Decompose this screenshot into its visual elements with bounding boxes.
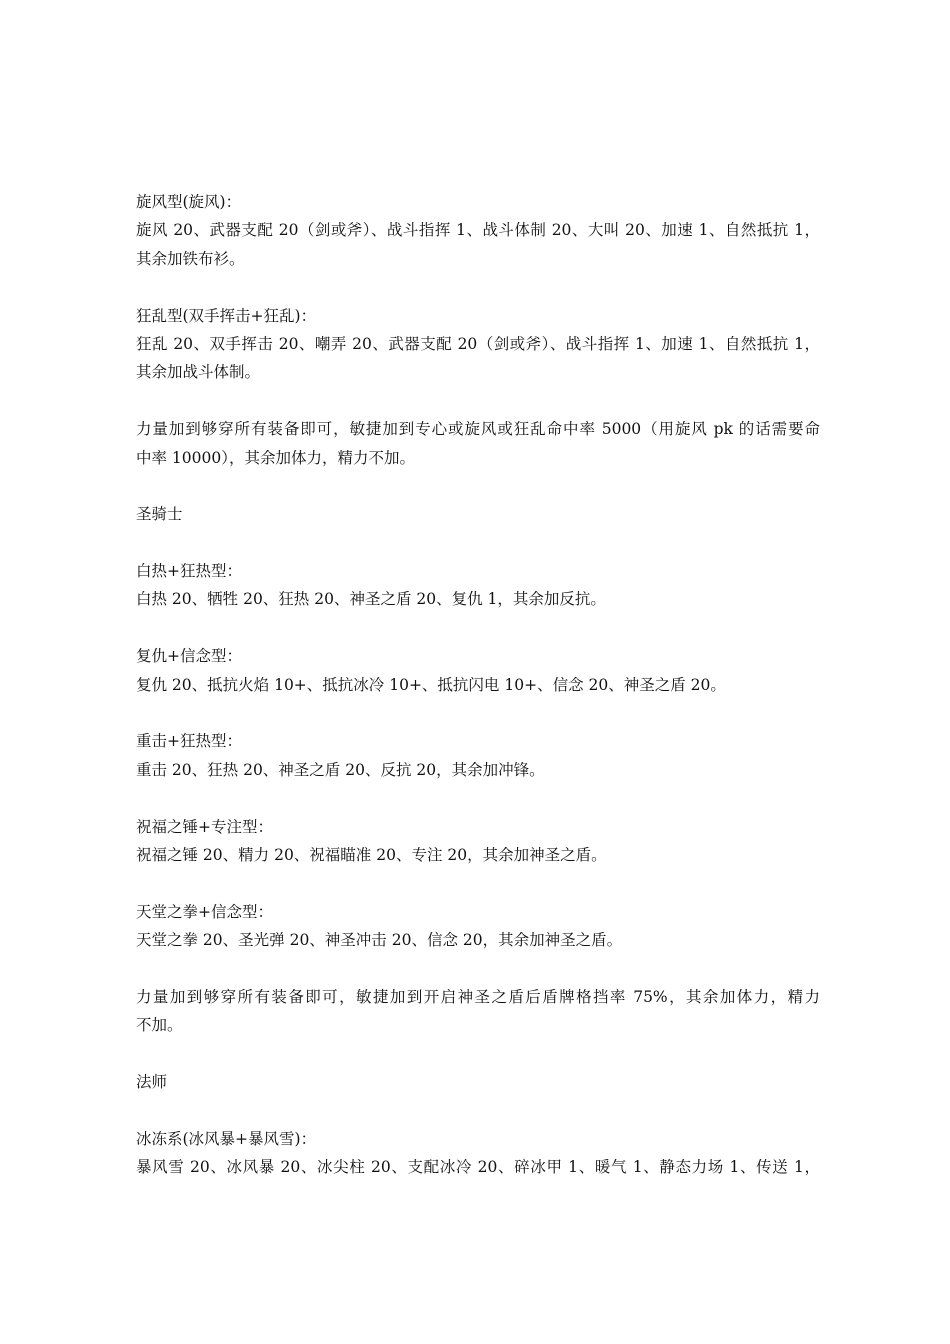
paragraph-line: 重击 20、狂热 20、神圣之盾 20、反抗 20，其余加冲锋。	[136, 760, 545, 779]
heading-cold-build: 冰冻系(冰风暴+暴风雪)：	[136, 1129, 317, 1148]
blank-line	[136, 699, 820, 727]
blank-line	[136, 529, 820, 557]
paragraph-line: 旋风 20、武器支配 20（剑或斧）、战斗指挥 1、战斗体制 20、大叫 20、加速 1、自然抵抗 1，	[136, 221, 820, 240]
paragraph-line: 中率 10000），其余加体力，精力不加。	[136, 448, 415, 467]
blank-line	[136, 869, 820, 897]
heading-smite-zeal-build: 重击+狂热型：	[136, 732, 242, 751]
blank-line	[136, 784, 820, 812]
blank-line	[136, 955, 820, 983]
section-heading-sorceress: 法师	[136, 1073, 168, 1092]
heading-vengeance-conviction-build: 复仇+信念型：	[136, 647, 242, 666]
paragraph-line: 复仇 20、抵抗火焰 10+、抵抗冰冷 10+、抵抗闪电 10+、信念 20、神圣之盾 20。	[136, 675, 726, 694]
heading-holy-fire-zeal-build: 白热+狂热型：	[136, 562, 242, 581]
paragraph-line: 不加。	[136, 1016, 183, 1035]
section-heading-paladin: 圣骑士	[136, 505, 183, 524]
blank-line	[136, 1040, 820, 1068]
document-body	[136, 188, 820, 1182]
heading-fist-of-heavens-build: 天堂之拳+信念型：	[136, 902, 273, 921]
heading-blessed-hammer-build: 祝福之锤+专注型：	[136, 817, 273, 836]
paragraph-line: 暴风雪 20、冰风暴 20、冰尖柱 20、支配冰冷 20、碎冰甲 1、暖气 1、静态力场 1、传送 1，	[136, 1158, 820, 1177]
paragraph-line: 天堂之拳 20、圣光弹 20、神圣冲击 20、信念 20，其余加神圣之盾。	[136, 931, 623, 950]
heading-whirlwind-build: 旋风型(旋风)：	[136, 193, 242, 211]
blank-line	[136, 387, 820, 415]
paragraph-line: 狂乱 20、双手挥击 20、嘲弄 20、武器支配 20（剑或斧）、战斗指挥 1、加速 1、自然抵抗 1，	[136, 334, 820, 353]
paragraph-line: 祝福之锤 20、精力 20、祝福瞄准 20、专注 20，其余加神圣之盾。	[136, 845, 607, 864]
blank-line	[136, 1097, 820, 1125]
blank-line	[136, 614, 820, 642]
paragraph-line: 其余加铁布衫。	[136, 249, 245, 268]
paragraph-line: 白热 20、牺牲 20、狂热 20、神圣之盾 20、复仇 1，其余加反抗。	[136, 590, 606, 609]
blank-line	[136, 273, 820, 301]
paragraph-line: 力量加到够穿所有装备即可，敏捷加到开启神圣之盾后盾牌格挡率 75%，其余加体力，精力	[136, 987, 820, 1006]
blank-line	[136, 472, 820, 500]
heading-frenzy-build: 狂乱型(双手挥击+狂乱)：	[136, 306, 317, 325]
paragraph-line: 其余加战斗体制。	[136, 363, 261, 382]
paragraph-line: 力量加到够穿所有装备即可，敏捷加到专心或旋风或狂乱命中率 5000（用旋风 pk 的话需要命	[136, 420, 820, 439]
